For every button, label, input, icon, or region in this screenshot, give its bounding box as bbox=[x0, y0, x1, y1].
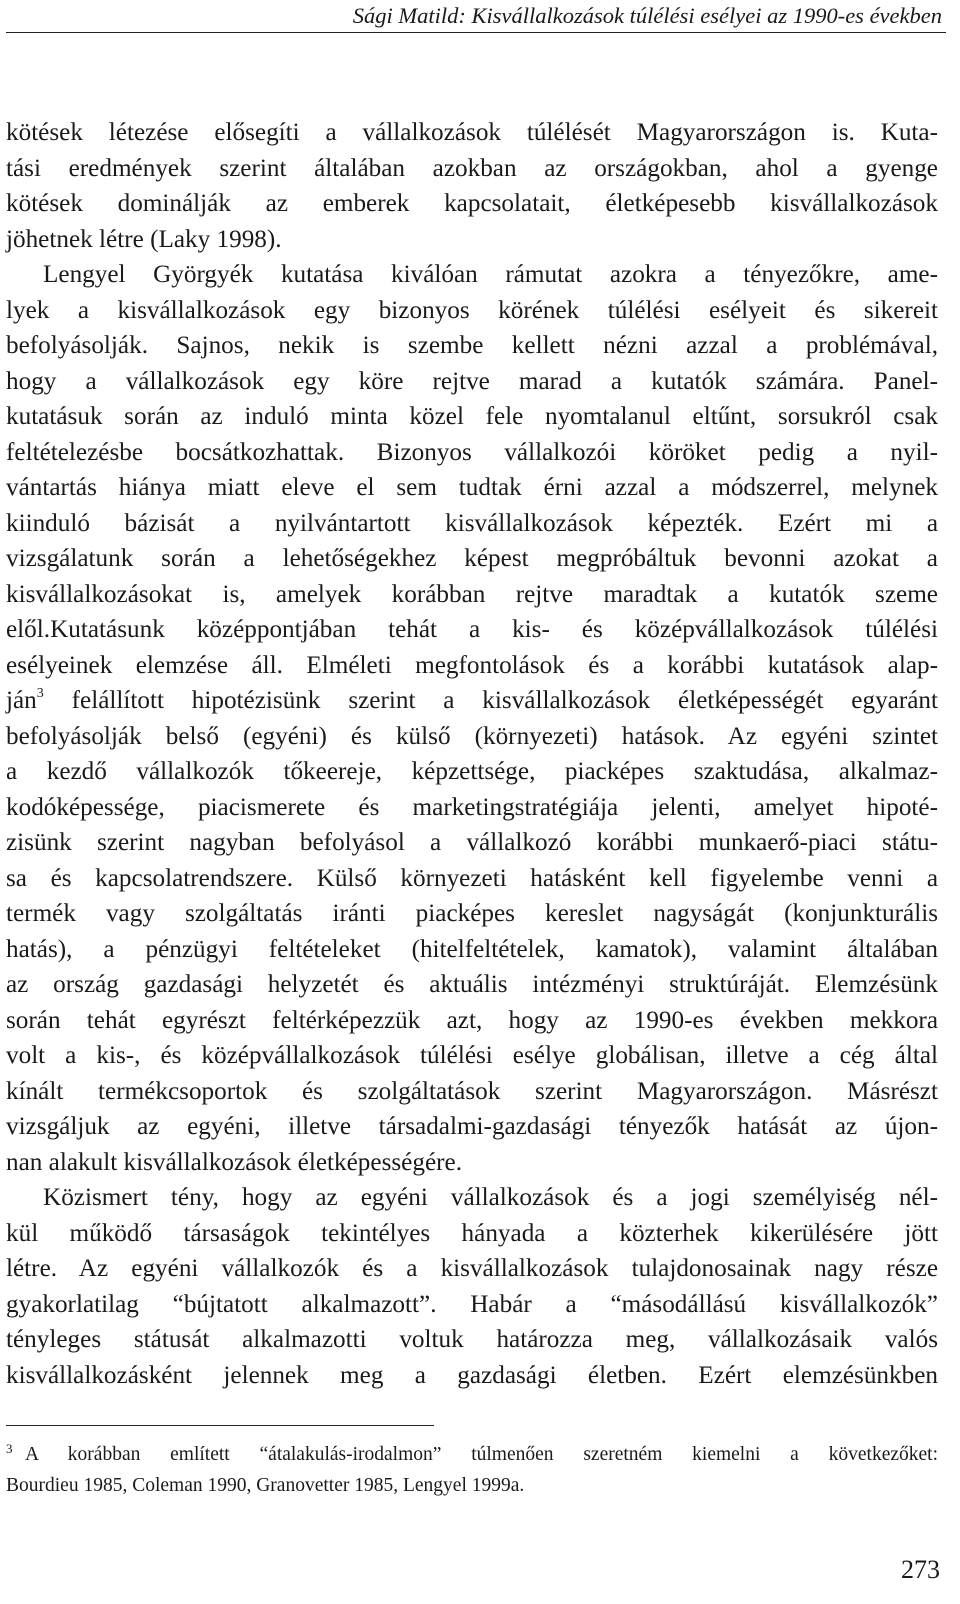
text-line: kötések létezése elősegíti a vállalkozások túlélését Magyarországon is. Kuta- bbox=[6, 119, 938, 146]
text-line: lyek a kisvállalkozások egy bizonyos körének túlélési esélyeit és sikereit bbox=[6, 296, 938, 324]
text-line: jöhetnek létre (Laky 1998). bbox=[6, 225, 282, 253]
text-line: zisünk szerint nagyban befolyásol a vállalkozó korábbi munkaerő-piaci státu- bbox=[6, 829, 938, 856]
text-line: Lengyel Györgyék kutatása kiválóan rámutat azokra a tényezőkre, ame- bbox=[43, 261, 938, 288]
text-line: hogy a vállalkozások egy köre rejtve marad a kutatók számára. Panel- bbox=[6, 367, 938, 395]
text-line: kínált termékcsoportok és szolgáltatások szerint Magyarországon. Másrészt bbox=[6, 1077, 938, 1105]
text-line-with-footnote-ref bbox=[6, 683, 938, 719]
text-line: kül működő társaságok tekintélyes hányada a közterhek kikerülésére jött bbox=[6, 1219, 938, 1247]
text-line: kisvállalkozásként jelennek meg a gazdasági életben. Ezért elemzésünkben bbox=[6, 1361, 938, 1389]
footnote-text: A korábban említett “átalakulás-irodalmon” túlmenően szeretném kiemelni a következőket: bbox=[25, 1444, 938, 1465]
text-line: nan alakult kisvállalkozások életképességére. bbox=[6, 1148, 462, 1176]
footnote-rule bbox=[6, 1425, 434, 1426]
text-line: tási eredmények szerint általában azokban az országokban, ahol a gyenge bbox=[6, 154, 938, 182]
text-line: termék vagy szolgáltatás iránti piacképes kereslet nagyságát (konjunkturális bbox=[6, 900, 938, 927]
text-line: során tehát egyrészt feltérképezzük azt, hogy az 1990-es években mekkora bbox=[6, 1006, 938, 1034]
text-line: volt a kis-, és középvállalkozások túlélési esélye globálisan, illetve a cég által bbox=[6, 1042, 938, 1069]
text-line: létre. Az egyéni vállalkozók és a kisvállalkozások tulajdonosainak nagy része bbox=[6, 1255, 938, 1282]
text-line: befolyásolják belső (egyéni) és külső (környezeti) hatások. Az egyéni szintet bbox=[6, 722, 938, 750]
text-line: esélyeinek elemzése áll. Elméleti megfontolások és a korábbi kutatások alap- bbox=[6, 651, 938, 679]
running-header bbox=[0, 0, 960, 34]
text-line: tényleges státusát alkalmazotti voltuk határozza meg, vállalkozásaik valós bbox=[6, 1326, 938, 1353]
line-rest: felállított hipotézisünk szerint a kisvállalkozások életképességét egyaránt bbox=[71, 687, 939, 714]
text-line: kisvállalkozásokat is, amelyek korábban rejtve maradtak a kutatók szeme bbox=[6, 580, 938, 608]
page-number: 273 bbox=[901, 1555, 940, 1584]
text-line: kutatásuk során az induló minta közel fele nyomtalanul eltűnt, sorsukról csak bbox=[6, 403, 938, 430]
footnote-number: 3 bbox=[6, 1441, 13, 1456]
body-text bbox=[6, 115, 938, 1393]
text-line: feltételezésbe bocsátkozhattak. Bizonyos vállalkozói köröket pedig a nyil- bbox=[6, 438, 938, 466]
footnote-text: Bourdieu 1985, Coleman 1990, Granovetter 1985, Lengyel 1999a. bbox=[6, 1475, 525, 1496]
text-line: befolyásolják. Sajnos, nekik is szembe kellett nézni azzal a problémával, bbox=[6, 332, 938, 359]
footnote-reference[interactable]: 3 bbox=[36, 686, 44, 701]
line-prefix: ján bbox=[6, 687, 37, 714]
text-line: hatás), a pénzügyi feltételeket (hitelfeltételek, kamatok), valamint általában bbox=[6, 935, 938, 963]
text-line: sa és kapcsolatrendszere. Külső környezeti hatásként kell figyelembe venni a bbox=[6, 864, 938, 892]
running-title: Sági Matild: Kisvállalkozások túlélési esélyei az 1990-es években bbox=[352, 3, 942, 28]
footnote bbox=[6, 1439, 938, 1501]
text-line: kötések dominálják az emberek kapcsolatait, életképesebb kisvállalkozások bbox=[6, 190, 938, 217]
header-rule bbox=[6, 32, 946, 33]
text-line: vántartás hiánya miatt eleve el sem tudtak érni azzal a módszerrel, melynek bbox=[6, 474, 938, 501]
text-line: elől.Kutatásunk középpontjában tehát a kis- és középvállalkozások túlélési bbox=[6, 616, 938, 643]
text-line: Közismert tény, hogy az egyéni vállalkozások és a jogi személyiség nél- bbox=[43, 1184, 938, 1211]
text-line: gyakorlatilag “bújtatott alkalmazott”. Habár a “másodállású kisvállalkozók” bbox=[6, 1290, 938, 1318]
footnote-line bbox=[6, 1439, 938, 1470]
text-line: a kezdő vállalkozók tőkeereje, képzettsége, piacképes szaktudása, alkalmaz- bbox=[6, 758, 938, 785]
text-line: vizsgálatunk során a lehetőségekhez képest megpróbáltuk bevonni azokat a bbox=[6, 545, 938, 572]
text-line: kiinduló bázisát a nyilvántartott kisvállalkozások képezték. Ezért mi a bbox=[6, 509, 938, 537]
text-line: vizsgáljuk az egyéni, illetve társadalmi-gazdasági tényezők hatását az újon- bbox=[6, 1113, 938, 1140]
text-line: kodóképessége, piacismerete és marketingstratégiája jelenti, amelyet hipoté- bbox=[6, 793, 938, 821]
text-line: az ország gazdasági helyzetét és aktuális intézményi struktúráját. Elemzésünk bbox=[6, 971, 938, 998]
